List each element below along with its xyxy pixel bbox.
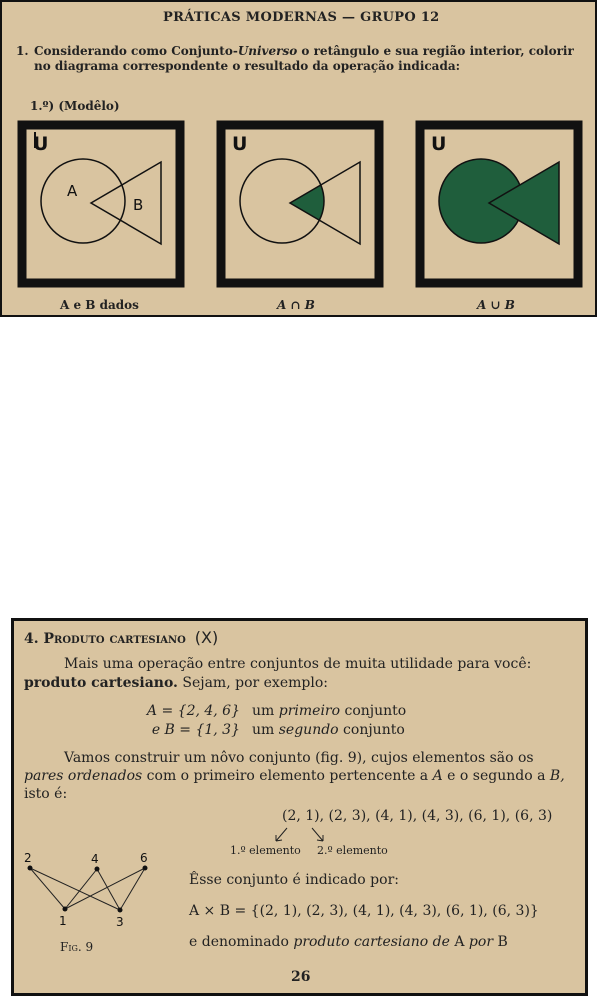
desc-italic: segundo [278,722,339,738]
section-heading [24,628,218,647]
page-title: PRÁTICAS MODERNAS — GRUPO 12 [163,10,440,25]
figure-caption: Fig. 9 [60,940,94,954]
bottom-panel [11,618,588,996]
node-dot [28,866,33,871]
universe-symbol: U [33,133,49,155]
question-text-italic: Universo [237,44,298,58]
node-label-4: 4 [91,853,99,866]
definition-italic: por [468,934,494,950]
indicated-text: Êsse conjunto é indicado por: [189,872,399,888]
paragraph-text: e o segundo a [442,768,550,784]
node-label-6: 6 [140,853,148,865]
desc-part: conjunto [340,703,407,719]
section-title: Produto cartesiano [43,631,186,647]
pair-edge [97,869,120,910]
desc-part: conjunto [338,722,405,738]
ordered-pairs: (2, 1), (2, 3), (4, 1), (4, 3), (6, 1), (6, 3) [282,808,553,824]
node-dot [143,866,148,871]
venn-diagram-intersection [216,120,384,288]
set-b-description [252,722,405,738]
node-dot [63,907,68,912]
universe-symbol: U [232,133,248,155]
question-line-2: no diagrama correspondente o resultado da operação indicada: [34,59,461,73]
term-bold: produto cartesiano. [24,675,178,691]
set-b-label: B [133,196,144,214]
question-line-1 [34,44,574,58]
question-number: 1. [16,44,29,58]
first-element-arrow-icon [276,828,287,841]
pair-edge [30,868,65,909]
page-number: 26 [291,969,311,985]
node-label-3: 3 [116,915,124,929]
definition-text: B [493,934,508,950]
second-element-label: 2.º elemento [317,844,388,857]
desc-part: um [252,703,279,719]
desc-part: um [252,722,279,738]
paragraph-2-line-3: isto é: [24,786,68,802]
paragraph-text: com o primeiro elemento pertencente a [142,768,433,784]
paragraph-text: Sejam, por exemplo: [177,675,328,691]
definition-line [189,934,508,950]
node-dot [118,908,123,913]
desc-italic: primeiro [278,703,341,719]
node-label-2: 2 [24,853,32,865]
top-panel [0,0,597,317]
caption-intersection: A ∩ B [277,298,315,312]
set-ref: A [432,768,443,784]
section-number: 4. [24,631,39,647]
set-a-description [252,703,406,719]
first-element-label: 1.º elemento [230,844,301,857]
second-element-arrow-icon [312,828,323,841]
paragraph-1-line-1: Mais uma operação entre conjuntos de muita utilidade para você: [64,656,532,672]
model-label: 1.º) (Modêlo) [30,99,120,113]
question-text-part: o retângulo e sua região interior, colorir [297,44,574,58]
cartesian-product-formula: A × B = {(2, 1), (2, 3), (4, 1), (4, 3), (6, 1), (6, 3)} [189,903,539,919]
caption-union: A ∪ B [477,298,515,312]
node-label-1: 1 [59,914,67,928]
set-ref: B, [549,768,565,784]
venn-diagram-union [415,120,583,288]
paragraph-2-line-1: Vamos construir um nôvo conjunto (fig. 9), cujos elementos são os [64,750,534,766]
pair-edge [65,869,97,909]
venn-diagram-given [17,120,185,288]
question-text-part: Considerando como Conjunto- [34,44,238,58]
definition-italic: produto cartesiano de [293,934,450,950]
paragraph-2-line-2 [24,768,565,784]
caption-given: A e B dados [60,298,139,312]
term-italic: pares ordenados [24,768,143,784]
definition-text: A [449,934,469,950]
universe-symbol: U [431,133,447,155]
circle-set-a [41,159,125,243]
paragraph-1-line-2 [24,675,328,691]
definition-text: e denominado [189,934,294,950]
intersection-fill [290,162,360,244]
cartesian-symbol: (X) [194,628,219,647]
node-dot [95,867,100,872]
set-a-label: A [67,182,78,200]
triangle-set-b [91,162,161,244]
set-b-definition: e B = {1, 3} [151,722,240,738]
set-a-definition: A = {2, 4, 6} [146,703,240,719]
figure-9-diagram [19,853,179,931]
